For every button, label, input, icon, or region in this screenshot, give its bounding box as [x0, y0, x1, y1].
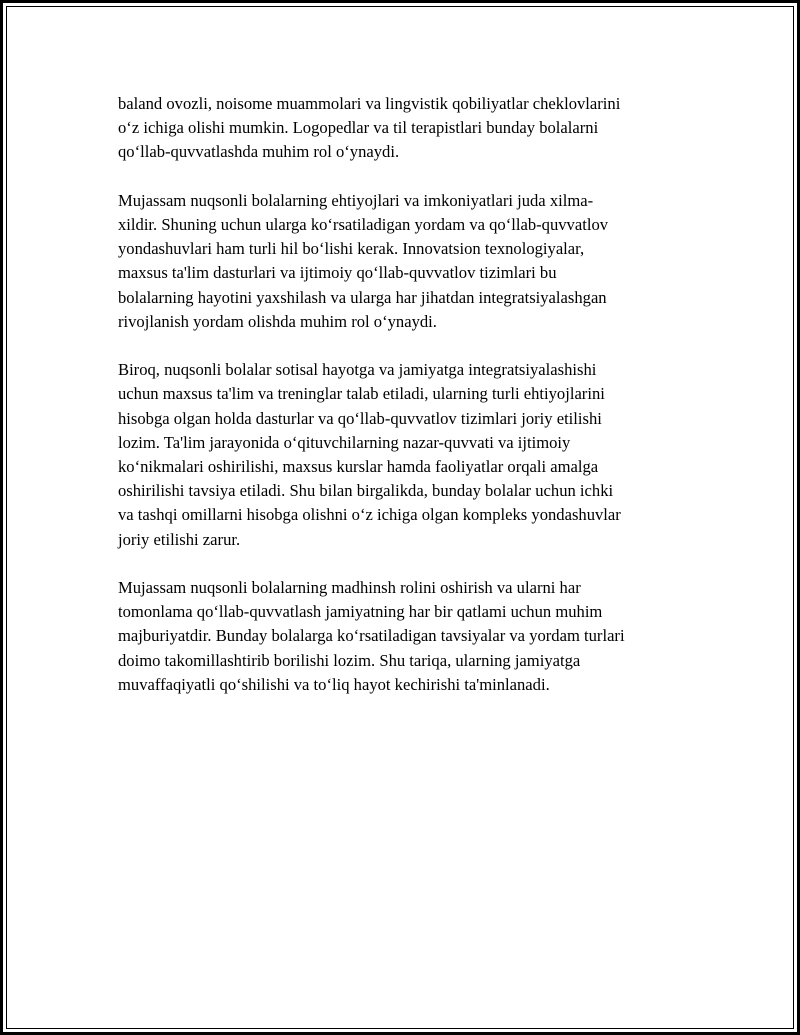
text-line: Biroq, nuqsonli bolalar sotisal hayotga va jamiyatga integratsiyalashishi [118, 360, 597, 380]
text-line: ko‘nikmalari oshirilishi, maxsus kurslar hamda faoliyatlar orqali amalga [118, 457, 599, 477]
paragraph-2 [118, 189, 693, 334]
paragraph-4 [118, 576, 693, 697]
text-line: muvaffaqiyatli qo‘shilishi va to‘liq hayot kechirishi ta'minlanadi. [118, 674, 550, 694]
paragraph-3 [118, 358, 693, 552]
text-line: maxsus ta'lim dasturlari va ijtimoiy qo‘llab-quvvatlov tizimlari bu [118, 263, 557, 283]
paragraph-1 [118, 92, 693, 165]
text-line: qo‘llab-quvvatlashda muhim rol o‘ynaydi. [118, 142, 400, 162]
text-line: doimo takomillashtirib borilishi lozim. Shu tariqa, ularning jamiyatga [118, 650, 581, 670]
text-line: oshirilishi tavsiya etiladi. Shu bilan birgalikda, bunday bolalar uchun ichki [118, 481, 614, 501]
text-line: va tashqi omillarni hisobga olishni o‘z ichiga olgan kompleks yondashuvlar [118, 505, 621, 525]
text-line: baland ovozli, noisome muammolari va lingvistik qobiliyatlar cheklovlarini [118, 94, 621, 113]
document-body [118, 92, 693, 721]
text-line: joriy etilishi zarur. [118, 529, 241, 549]
text-line: lozim. Ta'lim jarayonida o‘qituvchilarning nazar-quvvati va ijtimoiy [118, 432, 571, 452]
text-line: hisobga olgan holda dasturlar va qo‘llab-quvvatlov tizimlari joriy etilishi [118, 408, 602, 428]
text-line: uchun maxsus ta'lim va treninglar talab etiladi, ularning turli ehtiyojlarini [118, 384, 605, 404]
text-line: Mujassam nuqsonli bolalarning madhinsh rolini oshirish va ularni har [118, 578, 581, 598]
text-line: Mujassam nuqsonli bolalarning ehtiyojlari va imkoniyatlari juda xilma- [118, 190, 594, 210]
text-line: majburiyatdir. Bunday bolalarga ko‘rsatiladigan tavsiyalar va yordam turlari [118, 626, 625, 646]
text-line: rivojlanish yordam olishda muhim rol o‘ynaydi. [118, 311, 437, 331]
text-line: xildir. Shuning uchun ularga ko‘rsatiladigan yordam va qo‘llab-quvvatlov [118, 215, 609, 234]
text-line: tomonlama qo‘llab-quvvatlash jamiyatning har bir qatlami uchun muhim [118, 602, 603, 622]
text-line: yondashuvlari ham turli hil bo‘lishi kerak. Innovatsion texnologiyalar, [118, 239, 585, 259]
text-line: o‘z ichiga olishi mumkin. Logopedlar va til terapistlari bunday bolalarni [118, 118, 599, 138]
text-line: bolalarning hayotini yaxshilash va ularga har jihatdan integratsiyalashgan [118, 287, 607, 307]
